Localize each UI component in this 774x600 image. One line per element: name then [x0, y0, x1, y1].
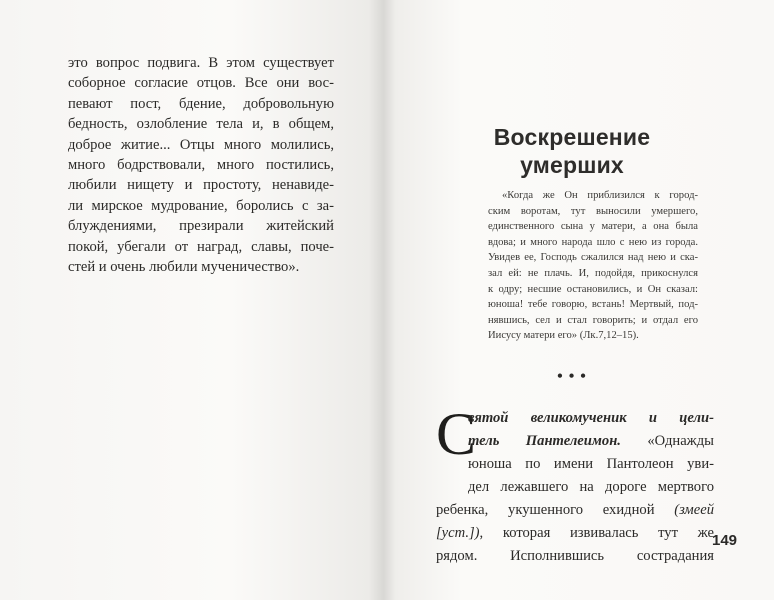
text-line: [436, 430, 714, 453]
epigraph: [488, 188, 698, 344]
epigraph-line: нявшись, сел и стал говорить; и отдал его: [488, 314, 698, 326]
epigraph-line: зал ей: не плачь. И, подойдя, прикоснулся: [488, 267, 698, 279]
drop-cap: С: [436, 401, 477, 467]
text-line: это вопрос подвига. В этом существует: [68, 55, 334, 71]
text-line: певают пост, бдение, добровольную: [68, 95, 334, 112]
chapter-title: [452, 123, 692, 179]
text-line: любили нищету и простоту, ненавиде-: [68, 177, 334, 194]
epigraph-line: Увидев ее, Господь сжалился над нею и ска-: [488, 252, 698, 264]
text-line: доброе житие... Отцы много молились,: [68, 136, 334, 153]
text-line: стей и очень любили мученичество».: [68, 259, 300, 276]
text-line: бедность, озлобление тела и, в общем,: [68, 116, 334, 133]
italic-note: [уст.]): [436, 525, 480, 541]
left-page-text: [68, 53, 334, 277]
epigraph-line: единственного сына у матери, а она была: [488, 221, 698, 233]
epigraph-line: вдова; и много народа шло с нею из города.: [488, 236, 698, 248]
chapter-title-line: умерших: [520, 152, 624, 178]
epigraph-line: «Когда же Он приблизился к город-: [502, 190, 698, 201]
chapter-title-line: Воскрешение: [493, 124, 651, 150]
text-line: покой, убегали от наград, славы, поче-: [68, 238, 334, 255]
text-line: дел лежавшего на дороге мертвого: [468, 479, 714, 495]
epigraph-line: к одру; несшие остановились, и Он сказал:: [488, 283, 698, 295]
text-line: [436, 499, 714, 522]
italic-note: (змеей: [674, 502, 714, 518]
saint-name: тель Пантелеимон.: [468, 433, 621, 449]
text-line: блуждениями, презирали житейский: [68, 218, 334, 235]
text-run: ребенка, укушенного ехидной: [436, 502, 675, 518]
page-number: 149: [712, 532, 738, 549]
section-separator: • • •: [557, 368, 587, 385]
epigraph-line: юноша! тебе говорю, встань! Мертвый, под-: [488, 299, 698, 311]
text-run: , которая извивалась тут же: [479, 525, 714, 541]
epigraph-line: Иисусу матери его» (Лк.7,12–15).: [488, 330, 639, 342]
text-run: «Однажды: [620, 433, 714, 449]
text-line: [436, 522, 714, 545]
text-line: много бодрствовали, много постились,: [68, 157, 334, 174]
right-page-body: [436, 407, 714, 568]
text-line: рядом. Исполнившись сострадания: [436, 548, 714, 564]
epigraph-line: ским воротам, тут выносили умершего,: [488, 205, 698, 217]
text-line: [436, 407, 714, 430]
text-line: соборное согласие отцов. Все они вос-: [68, 75, 334, 92]
left-page: [0, 0, 384, 600]
text-line: юноша по имени Пантолеон уви-: [468, 456, 714, 472]
saint-name: вятой великомученик и цели-: [468, 410, 714, 426]
text-line: ли мирское мудрование, боролись с за-: [68, 197, 334, 214]
